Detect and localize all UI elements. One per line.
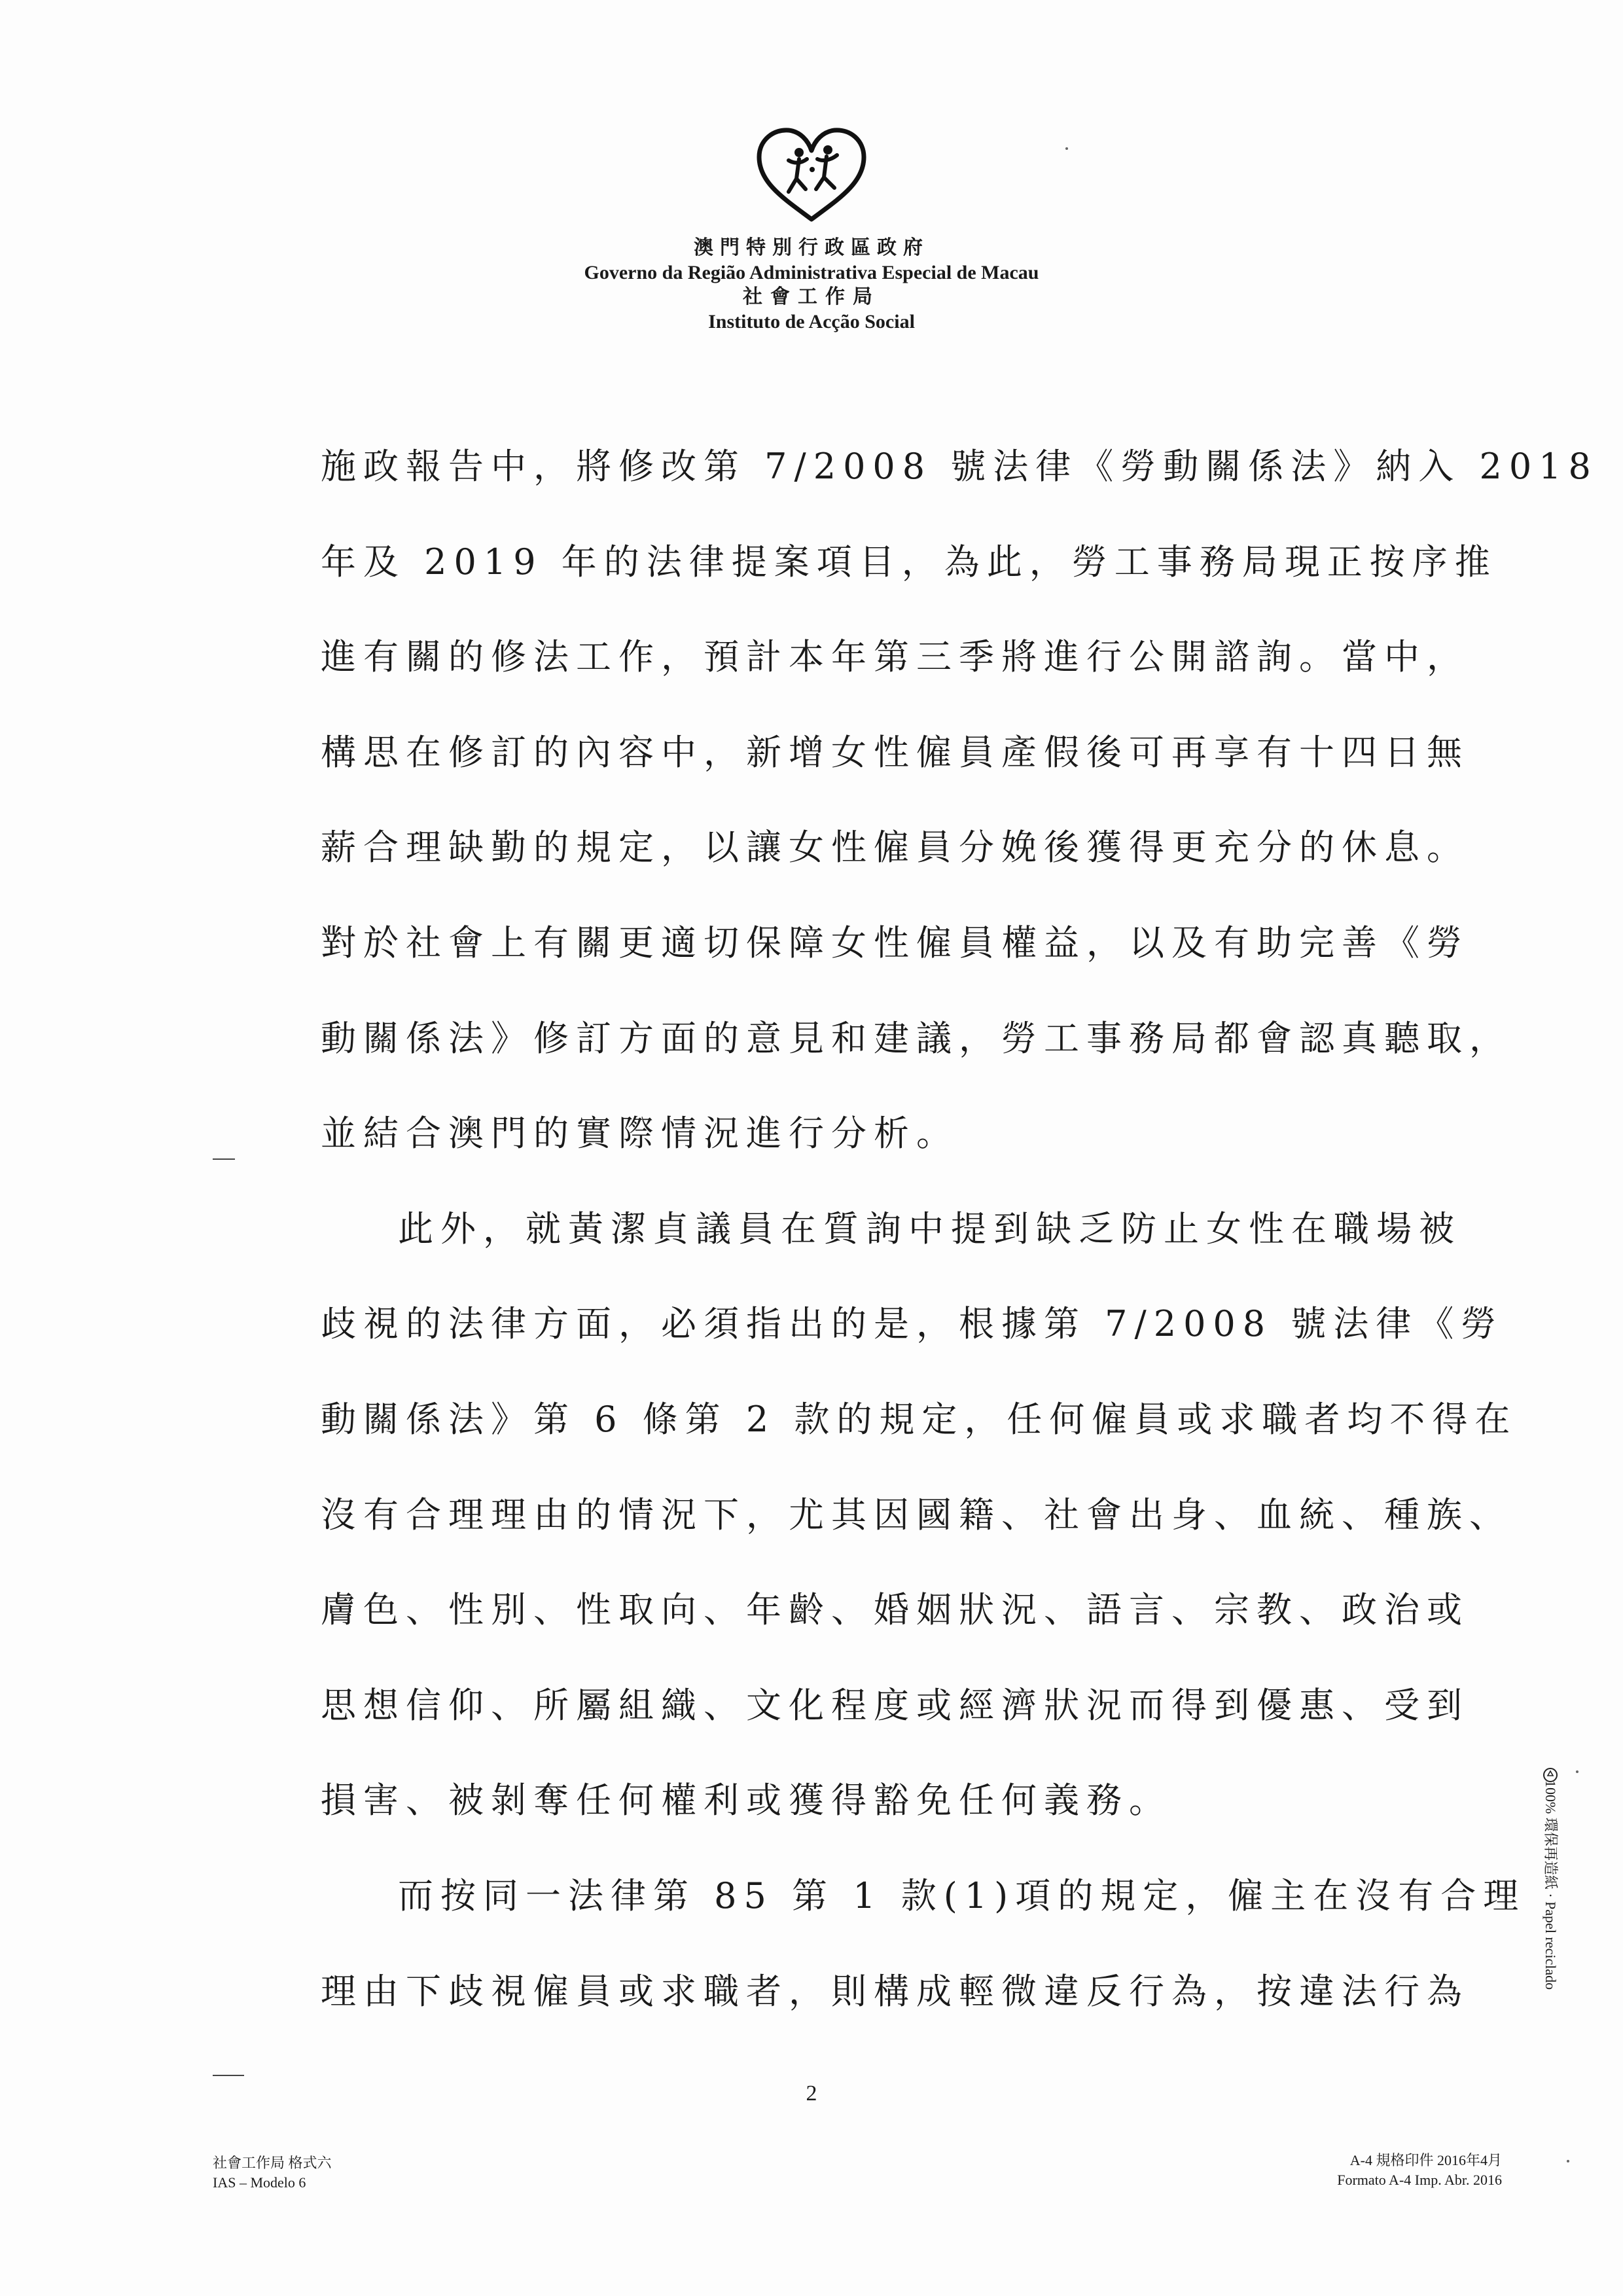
margin-mark bbox=[213, 1158, 235, 1160]
body-line: 進有關的修法工作，預計本年第三季將進行公開諮詢。當中， bbox=[321, 636, 1469, 678]
body-line: 理由下歧視僱員或求職者，則構成輕微違反行為，按違法行為 bbox=[321, 1970, 1469, 2012]
body-line: 年及 2019 年的法律提案項目，為此，勞工事務局現正按序推 bbox=[321, 541, 1497, 583]
body-line: 動關係法》修訂方面的意見和建議，勞工事務局都會認真聽取， bbox=[321, 1017, 1512, 1059]
footer-print-format-chinese: A-4 規格印件 2016年4月 bbox=[1349, 2152, 1502, 2168]
body-line: 動關係法》第 6 條第 2 款的規定，任何僱員或求職者均不得在 bbox=[321, 1398, 1518, 1440]
body-line: 而按同一法律第 85 第 1 款(1)項的規定，僱主在沒有合理 bbox=[398, 1874, 1526, 1916]
body-line: 薪合理缺勤的規定，以讓女性僱員分娩後獲得更充分的休息。 bbox=[321, 827, 1469, 869]
page-number: 2 bbox=[806, 2081, 817, 2106]
margin-mark bbox=[213, 2075, 244, 2076]
scan-speck bbox=[1576, 1770, 1578, 1773]
scan-speck bbox=[1065, 147, 1068, 150]
department-name-portuguese: Instituto de Acção Social bbox=[708, 310, 915, 332]
footer-print-format bbox=[1337, 2151, 1502, 2189]
body-line: 並結合澳門的實際情況進行分析。 bbox=[321, 1113, 959, 1155]
body-line: 膚色、性別、性取向、年齡、婚姻狀況、語言、宗教、政治或 bbox=[321, 1589, 1469, 1631]
body-line: 思想信仰、所屬組織、文化程度或經濟狀況而得到優惠、受到 bbox=[321, 1684, 1469, 1726]
body-line: 構思在修訂的內容中，新增女性僱員產假後可再享有十四日無 bbox=[321, 731, 1469, 773]
government-name-chinese: 澳門特別行政區政府 bbox=[694, 237, 929, 259]
ias-heart-logo-icon bbox=[749, 121, 874, 229]
government-name-portuguese: Governo da Região Administrativa Especial de Macau bbox=[584, 261, 1039, 283]
body-line: 損害、被剝奪任何權利或獲得豁免任何義務。 bbox=[321, 1780, 1171, 1821]
footer-form-code bbox=[213, 2153, 332, 2192]
body-line: 歧視的法律方面，必須指出的是，根據第 7/2008 號法律《勞 bbox=[321, 1303, 1504, 1345]
letterhead bbox=[0, 121, 1623, 334]
body-line: 此外，就黃潔貞議員在質詢中提到缺乏防止女性在職場被 bbox=[398, 1208, 1461, 1249]
scan-speck bbox=[1567, 2160, 1569, 2162]
footer-form-code-portuguese: IAS – Modelo 6 bbox=[213, 2174, 306, 2191]
department-name-chinese: 社會工作局 bbox=[743, 286, 880, 308]
body-line: 對於社會上有關更適切保障女性僱員權益，以及有助完善《勞 bbox=[321, 922, 1469, 963]
body-line: 施政報告中，將修改第 7/2008 號法律《勞動關係法》納入 2018 bbox=[321, 446, 1598, 487]
footer-print-format-portuguese: Formato A-4 Imp. Abr. 2016 bbox=[1337, 2171, 1502, 2188]
body-line: 沒有合理理由的情況下，尤其因國籍、社會出身、血統、種族、 bbox=[321, 1494, 1512, 1535]
footer-form-code-chinese: 社會工作局 格式六 bbox=[213, 2155, 332, 2171]
recycled-paper-note bbox=[1544, 1780, 1564, 2029]
recycled-paper-text: 100% 環保再造紙 · Papel reciclado bbox=[1543, 1780, 1559, 1990]
